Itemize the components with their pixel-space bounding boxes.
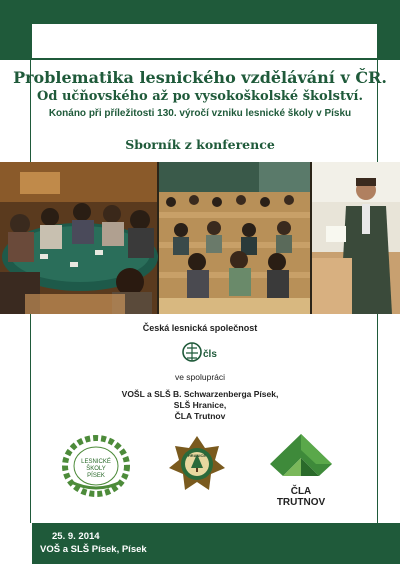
frame-line-top [0, 22, 400, 24]
cls-logo-text: čls [203, 349, 217, 360]
conference-date: 25. 9. 2014 [52, 531, 100, 542]
svg-text:ŠKOLY: ŠKOLY [86, 466, 106, 472]
photo-strip [0, 162, 400, 314]
frame-line-right [378, 0, 380, 60]
speaker-at-lectern-photo [312, 162, 400, 314]
conference-place: VOŠ a SLŠ Písek, Písek [40, 544, 147, 555]
frame-line-left [30, 0, 32, 60]
cls-logo-icon [181, 338, 215, 368]
svg-text:LESNICKÉ: LESNICKÉ [81, 459, 111, 465]
publication-type: Sborník z konference [125, 137, 275, 152]
partner-item: ČLA Trutnov [174, 411, 226, 421]
footer-left-margin [0, 523, 30, 564]
occasion-text: Konáno při příležitosti 130. výročí vzniku lesnické školy v Písku [48, 108, 352, 119]
frame-line-header [0, 58, 400, 60]
pisek-school-logo [63, 436, 129, 496]
partner-item: VOŠL a SLŠ B. Schwarzenberga Písek, [121, 389, 279, 399]
page-title: Problematika lesnického vzdělávání v ČR. [13, 68, 387, 87]
svg-text:HRANICE: HRANICE [187, 453, 207, 458]
lecture-hall-audience-photo [159, 162, 310, 314]
footer-divider [30, 523, 32, 564]
hranice-school-logo [167, 434, 227, 496]
top-inner-panel [30, 22, 380, 58]
classroom-table-photo [0, 162, 157, 314]
svg-text:PÍSEK: PÍSEK [87, 473, 105, 479]
partner-item: SLŠ Hranice, [173, 400, 227, 410]
cla-trutnov-logo-text: ČLA TRUTNOV [276, 486, 326, 508]
cooperation-label: ve spolupráci [174, 372, 226, 382]
page-subtitle: Od učňovského až po vysokoškolské školství. [37, 89, 363, 104]
organizer-name: Česká lesnická společnost [142, 323, 258, 333]
